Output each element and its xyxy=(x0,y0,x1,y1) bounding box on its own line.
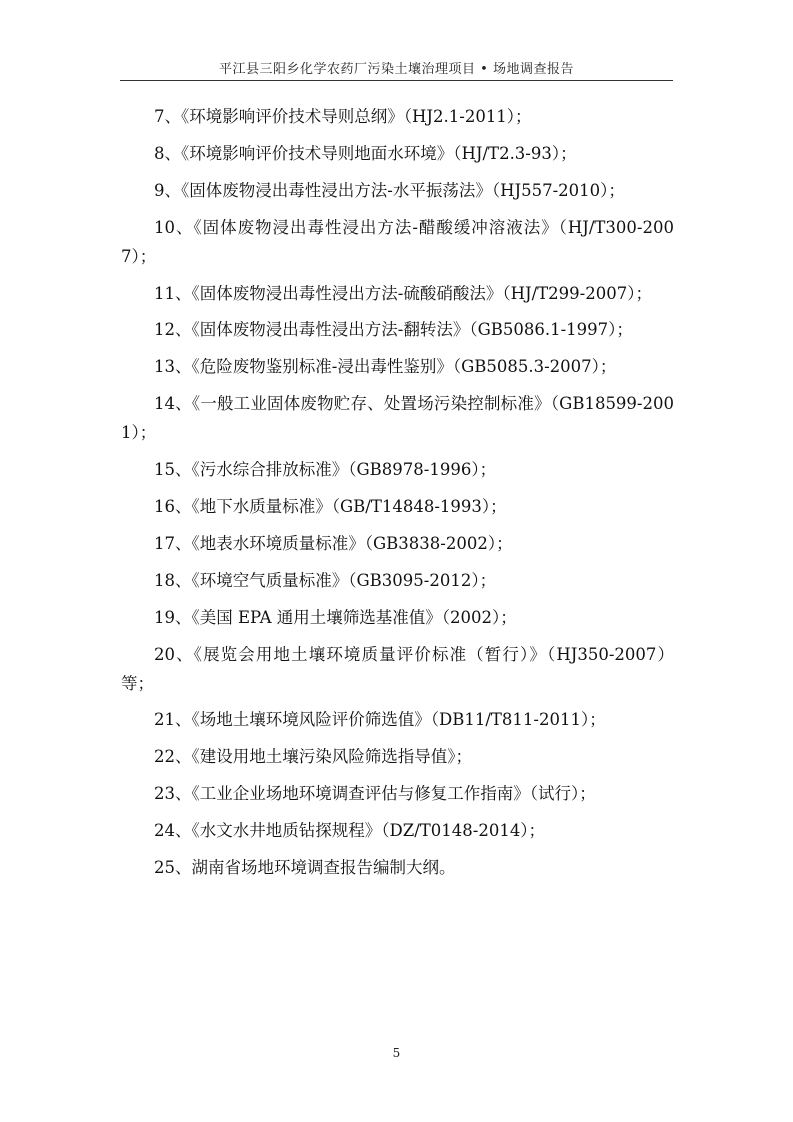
reference-item-22: 22、《建设用地土壤污染风险筛选指导值》； xyxy=(154,747,472,767)
reference-item-12: 12、《固体废物浸出毒性浸出方法-翻转法》（GB5086.1-1997）； xyxy=(154,320,633,340)
reference-list xyxy=(121,102,674,890)
reference-item-25: 25、湖南省场地环境调查报告编制大纲。 xyxy=(154,858,456,878)
reference-item-13: 13、《危险废物鉴别标准-浸出毒性鉴别》（GB5085.3-2007）； xyxy=(154,357,617,377)
reference-item-14: 14、《一般工业固体废物贮存、处置场污染控制标准》（GB18599-2001）； xyxy=(121,394,674,443)
reference-item-18: 18、《环境空气质量标准》（GB3095-2012）； xyxy=(154,570,497,590)
reference-item-16: 16、《地下水质量标准》（GB/T14848-1993）； xyxy=(154,497,507,517)
reference-item-11: 11、《固体废物浸出毒性浸出方法-硫酸硝酸法》（HJ/T299-2007）； xyxy=(154,283,652,303)
reference-item-9: 9、《固体废物浸出毒性浸出方法-水平振荡法》（HJ557-2010）； xyxy=(154,180,625,200)
reference-item-19: 19、《美国 EPA 通用土壤筛选基准值》（2002）； xyxy=(154,607,517,627)
reference-item-10: 10、《固体废物浸出毒性浸出方法-醋酸缓冲溶液法》（HJ/T300-2007）； xyxy=(121,217,674,266)
reference-item-24: 24、《水文水井地质钻探规程》（DZ/T0148-2014）； xyxy=(154,821,546,841)
reference-item-20: 20、《展览会用地土壤环境质量评价标准（暂行）》（HJ350-2007）等； xyxy=(121,644,674,693)
page-number: 5 xyxy=(392,1046,401,1060)
reference-item-23: 23、《工业企业场地环境调查评估与修复工作指南》（试行）； xyxy=(154,784,596,804)
header-divider xyxy=(120,80,673,81)
page-header: 平江县三阳乡化学农药厂污染土壤治理项目 • 场地调查报告 xyxy=(219,62,574,77)
reference-item-17: 17、《地表水环境质量标准》（GB3838-2002）； xyxy=(154,533,513,553)
reference-item-15: 15、《污水综合排放标准》（GB8978-1996）； xyxy=(154,460,497,480)
reference-item-7: 7、《环境影响评价技术导则总纲》（HJ2.1-2011）； xyxy=(154,107,532,126)
reference-item-21: 21、《场地土壤环境风险评价筛选值》（DB11/T811-2011）； xyxy=(154,710,606,730)
reference-item-8: 8、《环境影响评价技术导则地面水环境》（HJ/T2.3-93）； xyxy=(154,143,577,163)
